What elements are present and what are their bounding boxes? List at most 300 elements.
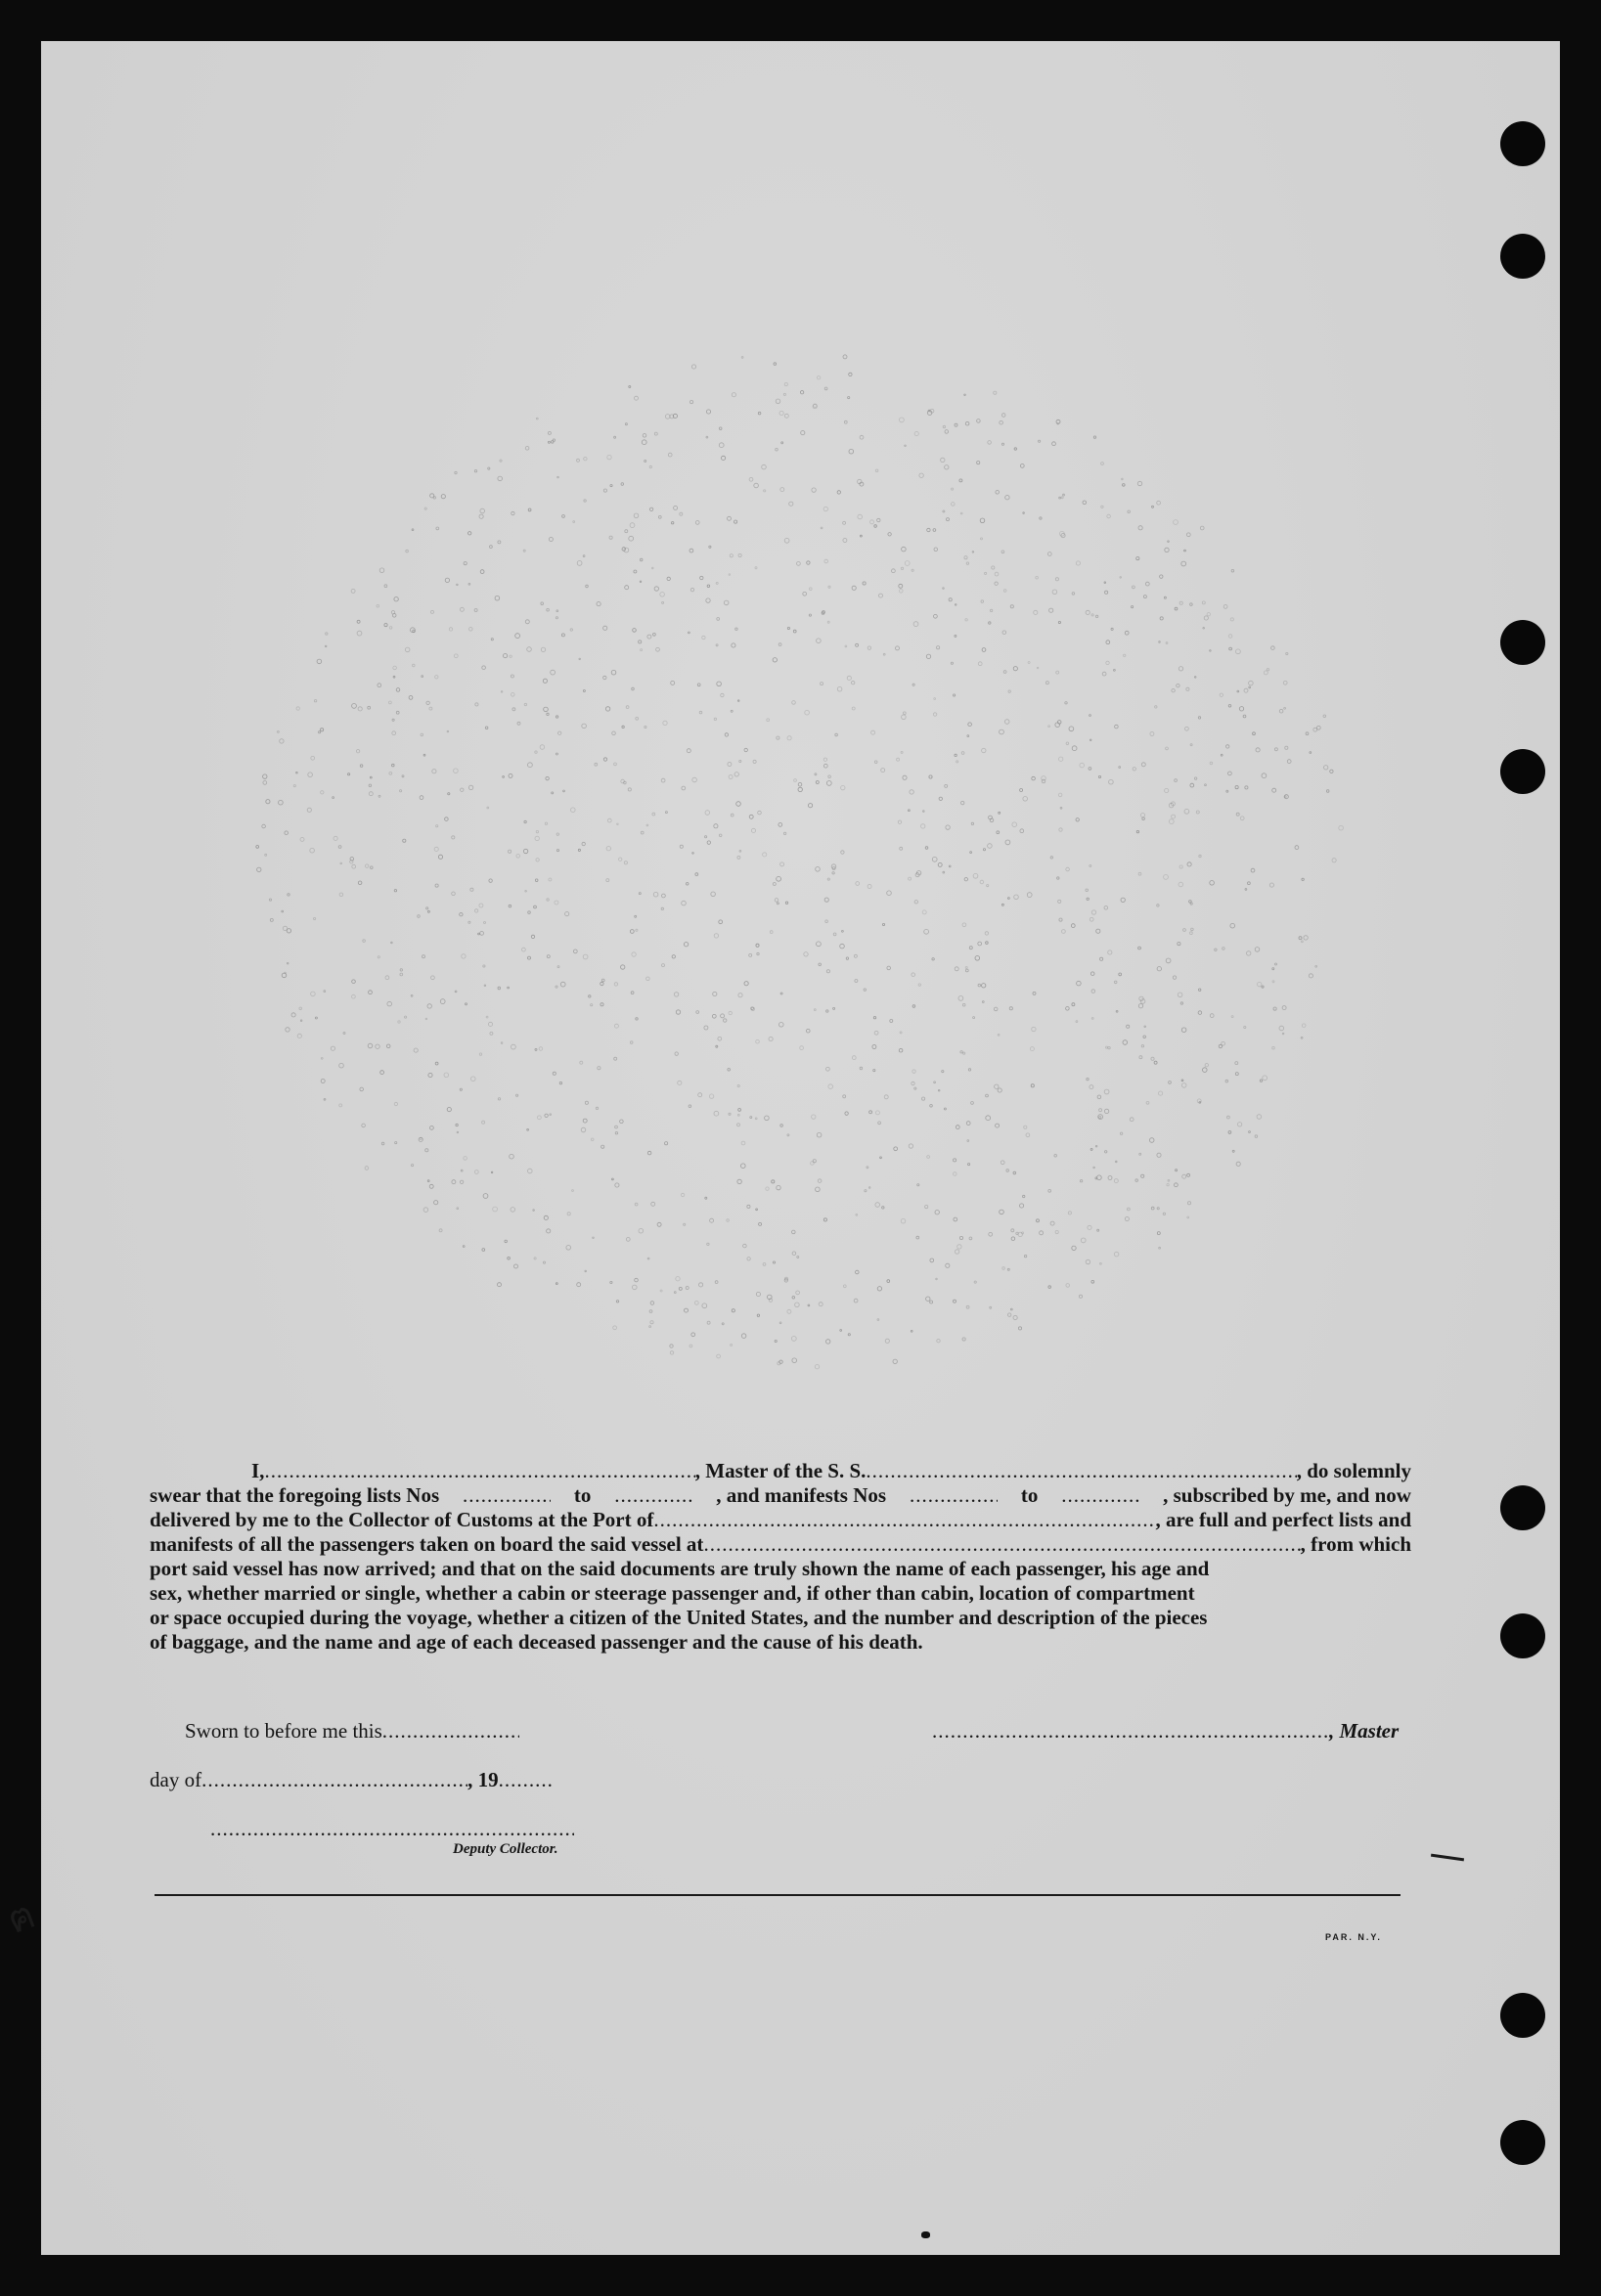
speckle [934, 1082, 936, 1083]
speckle [753, 760, 756, 763]
speckle [867, 1167, 868, 1169]
speckle [758, 412, 761, 415]
speckle [1091, 910, 1095, 914]
speckle [1164, 875, 1169, 880]
speckle [792, 1297, 795, 1300]
speckle [636, 1018, 638, 1020]
speckle [779, 1023, 784, 1028]
speckle [835, 733, 838, 736]
speckle [880, 1157, 882, 1159]
speckle [1199, 855, 1201, 857]
speckle [484, 922, 486, 924]
speckle [572, 1190, 574, 1192]
speckle [1221, 754, 1223, 756]
speckle [970, 852, 972, 854]
speckle [1210, 650, 1212, 652]
binder-hole [1500, 121, 1545, 166]
speckle [1262, 773, 1267, 778]
speckle [884, 1095, 888, 1099]
speckle [1001, 414, 1005, 418]
speckle [689, 632, 690, 634]
speckle [1315, 965, 1317, 967]
speckle [1014, 448, 1016, 450]
speckle [528, 1169, 533, 1173]
speckle [557, 966, 559, 968]
speckle [826, 1340, 830, 1344]
speckle [990, 609, 992, 611]
speckle [1272, 1046, 1275, 1049]
speckle [967, 1140, 969, 1142]
speckle [1050, 857, 1052, 859]
speckle [528, 508, 531, 511]
speckle [1057, 423, 1059, 425]
speckle [581, 1127, 586, 1132]
speckle [871, 730, 875, 734]
speckle [665, 415, 670, 419]
speckle [867, 646, 870, 649]
speckle [732, 393, 735, 397]
speckle [652, 813, 655, 816]
speckle [736, 802, 741, 807]
speckle [1136, 557, 1139, 560]
speckle [321, 1057, 323, 1059]
speckle [629, 386, 631, 388]
speckle [1020, 829, 1024, 833]
speckle [856, 882, 860, 886]
speckle [1008, 690, 1010, 692]
speckle [779, 411, 783, 415]
speckle [1172, 815, 1176, 818]
speckle [1058, 793, 1062, 797]
speckle [479, 514, 483, 518]
speckle [964, 556, 967, 559]
speckle [1108, 1046, 1110, 1048]
speckle [824, 559, 828, 563]
speckle [556, 610, 558, 612]
speckle [1187, 1216, 1189, 1218]
speckle [1001, 904, 1003, 905]
speckle [436, 825, 438, 827]
speckle [484, 985, 486, 987]
speckle [423, 1208, 428, 1213]
speckle [1187, 862, 1191, 866]
speckle [912, 684, 914, 685]
speckle [1011, 1229, 1014, 1232]
speckle [338, 846, 341, 849]
speckle [1069, 727, 1074, 731]
speckle [387, 1001, 392, 1006]
speckle [739, 850, 741, 852]
speckle [672, 955, 675, 958]
speckle [536, 859, 539, 861]
speckle [536, 418, 538, 419]
speckle [1106, 661, 1109, 664]
speckle [717, 682, 722, 686]
speckle [541, 647, 545, 651]
speckle [1159, 1247, 1161, 1249]
speckle [1040, 1231, 1044, 1235]
speckle [1273, 1007, 1276, 1010]
speckle [553, 439, 555, 441]
speckle [977, 419, 981, 423]
speckle [615, 1132, 617, 1134]
speckle [270, 918, 273, 921]
speckle [731, 814, 734, 817]
speckle [445, 578, 449, 582]
oath-line6: sex, whether married or single, whether a cabin or steerage passenger and, if other than cabin, location of compartment [150, 1581, 1195, 1605]
speckle [405, 1016, 407, 1018]
speckle [278, 731, 280, 733]
speckle [434, 1201, 438, 1205]
speckle [978, 662, 982, 666]
speckle [827, 878, 829, 880]
speckle [858, 514, 863, 519]
speckle [614, 436, 616, 438]
speckle [1076, 818, 1079, 821]
speckle [1040, 517, 1042, 519]
speckle [559, 1082, 561, 1083]
speckle [420, 796, 423, 800]
speckle [339, 1104, 342, 1107]
speckle [927, 1156, 930, 1159]
speckle [634, 513, 639, 518]
speckle [491, 639, 493, 640]
speckle [1058, 621, 1060, 623]
speckle [966, 1305, 969, 1308]
sworn-label: Sworn to before me this [185, 1719, 382, 1743]
speckle [922, 910, 926, 914]
speckle [674, 993, 678, 996]
oath-line7: or space occupied during the voyage, whether a citizen of the United States, and the number and description of the pieces [150, 1606, 1208, 1629]
speckle [1157, 1208, 1159, 1210]
speckle [1184, 550, 1186, 552]
speckle [1194, 677, 1196, 679]
speckle [435, 676, 438, 679]
speckle [872, 1045, 876, 1049]
speckle [389, 627, 392, 630]
speckle [668, 453, 672, 457]
speckle [1048, 1286, 1051, 1289]
speckle [454, 769, 459, 773]
speckle [641, 831, 644, 834]
speckle [927, 528, 930, 531]
speckle [579, 658, 581, 660]
speckle [1175, 607, 1178, 610]
speckle [960, 1051, 962, 1053]
speckle [672, 522, 674, 524]
speckle [603, 676, 606, 679]
speckle [877, 518, 880, 521]
speckle [1139, 996, 1143, 1000]
speckle [905, 561, 910, 566]
speckle [487, 807, 489, 809]
speckle [1260, 1080, 1262, 1082]
speckle [1244, 1026, 1246, 1028]
speckle [674, 506, 678, 509]
speckle [1223, 948, 1225, 950]
speckle [988, 844, 993, 849]
speckle [634, 570, 637, 573]
speckle [854, 1299, 858, 1303]
speckle [968, 1069, 970, 1071]
speckle [717, 618, 720, 621]
speckle [1330, 770, 1333, 773]
speckle [1275, 963, 1277, 965]
speckle [987, 885, 989, 887]
speckle [815, 773, 817, 775]
document-page [41, 41, 1560, 2255]
oath-line-5 [150, 1557, 1411, 1581]
speckle [1139, 1153, 1141, 1155]
speckle [704, 1026, 708, 1030]
speckle [860, 1067, 863, 1070]
speckle [763, 853, 767, 857]
speckle [1091, 1018, 1093, 1020]
speckle [1101, 506, 1103, 508]
speckle [1287, 760, 1291, 764]
speckle [1056, 419, 1060, 423]
speckle [1097, 1229, 1099, 1231]
speckle [556, 986, 557, 988]
speckle [457, 584, 459, 586]
speckle [647, 635, 651, 639]
speckle [777, 736, 779, 739]
speckle [266, 800, 270, 804]
speckle [737, 700, 739, 702]
speckle [969, 947, 972, 949]
speckle [747, 1205, 750, 1208]
speckle [791, 1337, 796, 1342]
oath-line-7 [150, 1606, 1411, 1630]
speckle [490, 1032, 493, 1035]
speckle [544, 1215, 548, 1219]
speckle [508, 987, 510, 989]
speckle [671, 681, 675, 684]
speckle [654, 432, 657, 435]
speckle [738, 553, 741, 556]
master-signature-line [932, 1719, 1399, 1744]
speckle [949, 598, 952, 601]
speckle [728, 763, 732, 767]
speckle [1090, 972, 1094, 976]
speckle [751, 1007, 754, 1010]
speckle [894, 1147, 898, 1151]
speckle [1163, 1213, 1165, 1214]
speckle [1090, 715, 1091, 717]
speckle [1253, 732, 1256, 735]
speckle [508, 1257, 511, 1259]
speckle [721, 693, 724, 696]
speckle [937, 646, 940, 649]
speckle [955, 1250, 958, 1254]
speckle [661, 778, 665, 782]
speckle [1030, 1047, 1034, 1051]
speckle [954, 694, 956, 696]
speckle [998, 1088, 1001, 1092]
speckle [1087, 1078, 1089, 1080]
speckle [852, 707, 855, 710]
speckle [474, 1170, 478, 1174]
speckle [362, 1124, 366, 1127]
speckle [333, 797, 334, 799]
speckle [368, 706, 371, 709]
speckle [930, 409, 934, 413]
speckle [400, 973, 403, 976]
speckle [897, 758, 900, 761]
speckle [900, 590, 904, 594]
speckle [1267, 669, 1268, 671]
speckle [462, 954, 466, 958]
speckle [556, 617, 557, 619]
speckle [670, 1345, 673, 1347]
speckle [1024, 1126, 1027, 1128]
speckle [780, 488, 784, 492]
speckle [402, 775, 404, 777]
speckle [1165, 548, 1169, 552]
speckle [1236, 1162, 1240, 1166]
speckle [845, 645, 847, 647]
speckle [614, 1024, 618, 1028]
speckle [712, 1014, 716, 1018]
speckle [1057, 721, 1061, 725]
speckle [1157, 905, 1159, 906]
speckle [551, 670, 556, 675]
speckle [649, 508, 652, 510]
speckle [1210, 762, 1213, 765]
speckle [311, 756, 315, 760]
speckle [650, 1321, 653, 1324]
speckle [1114, 1179, 1118, 1183]
speckle [534, 905, 537, 908]
speckle [1104, 582, 1106, 584]
speckle [965, 969, 968, 972]
speckle [882, 1207, 884, 1209]
speckle [983, 849, 985, 851]
speckle [489, 879, 492, 882]
speckle [717, 1354, 721, 1358]
speckle [577, 459, 580, 462]
speckle [1243, 715, 1246, 718]
speckle [947, 518, 950, 521]
speckle [1010, 1308, 1012, 1310]
speckle [1063, 494, 1065, 496]
speckle [612, 1178, 614, 1180]
speckle [1105, 1151, 1107, 1153]
oath-line1-start: I, [251, 1459, 265, 1482]
speckle [1196, 811, 1199, 814]
speckle [369, 991, 373, 994]
speckle [1088, 1225, 1091, 1229]
speckle [449, 628, 452, 631]
speckle [523, 550, 525, 552]
speckle [1207, 613, 1210, 616]
speckle [792, 701, 796, 705]
speckle [643, 434, 646, 438]
speckle [1065, 702, 1067, 704]
speckle [1054, 1155, 1057, 1158]
speckle [510, 1154, 514, 1159]
speckle [474, 609, 477, 612]
speckle [256, 846, 259, 849]
speckle [825, 920, 828, 923]
speckle [840, 944, 845, 949]
speckle [710, 1218, 714, 1222]
speckle [1179, 882, 1183, 887]
speckle [670, 1351, 673, 1354]
speckle [939, 797, 942, 800]
speckle [794, 779, 797, 782]
speckle [393, 676, 395, 678]
speckle [812, 488, 816, 492]
binder-hole [1500, 1993, 1545, 2038]
speckle [1316, 726, 1320, 729]
speckle [826, 781, 831, 786]
speckle [1302, 878, 1304, 880]
speckle [662, 601, 664, 603]
speckle [719, 834, 722, 837]
speckle [816, 867, 821, 872]
speckle [954, 1217, 957, 1221]
speckle [640, 581, 642, 583]
speckle [1128, 1208, 1131, 1211]
month-blank [201, 1768, 467, 1792]
speckle [1121, 898, 1125, 902]
speckle [1173, 976, 1176, 979]
speckle [548, 431, 551, 434]
speckle [873, 1017, 875, 1019]
speckle [867, 885, 871, 889]
speckle [1175, 1183, 1179, 1187]
speckle [635, 1203, 638, 1206]
speckle [856, 1270, 860, 1274]
speckle [706, 598, 710, 602]
speckle [714, 824, 718, 828]
speckle [1324, 766, 1328, 770]
speckle [324, 1098, 326, 1100]
speckle [1151, 1207, 1154, 1210]
speckle [343, 1033, 345, 1035]
speckle [490, 546, 493, 549]
speckle [501, 1042, 503, 1044]
speckle [534, 1258, 536, 1259]
speckle [1155, 706, 1157, 708]
speckle [663, 721, 667, 725]
speckle [460, 607, 464, 611]
speckle [844, 420, 847, 423]
speckle [724, 600, 729, 605]
speckle [593, 1237, 595, 1239]
speckle [1020, 789, 1023, 792]
speckle [479, 1053, 481, 1055]
speckle [1097, 1095, 1101, 1099]
speckle [1119, 973, 1122, 976]
speckle [1111, 628, 1113, 630]
speckle [985, 932, 988, 935]
speckle [858, 479, 862, 483]
speckle [625, 530, 628, 533]
speckle [980, 518, 985, 523]
speckle [737, 1179, 741, 1183]
speckle [1018, 1232, 1022, 1236]
speckle [682, 901, 687, 905]
speckle [311, 992, 316, 996]
speckle [300, 1020, 302, 1022]
speckle [392, 719, 394, 721]
speckle [423, 754, 425, 756]
speckle [807, 1029, 811, 1033]
speckle [434, 847, 438, 851]
speckle [1200, 526, 1204, 530]
